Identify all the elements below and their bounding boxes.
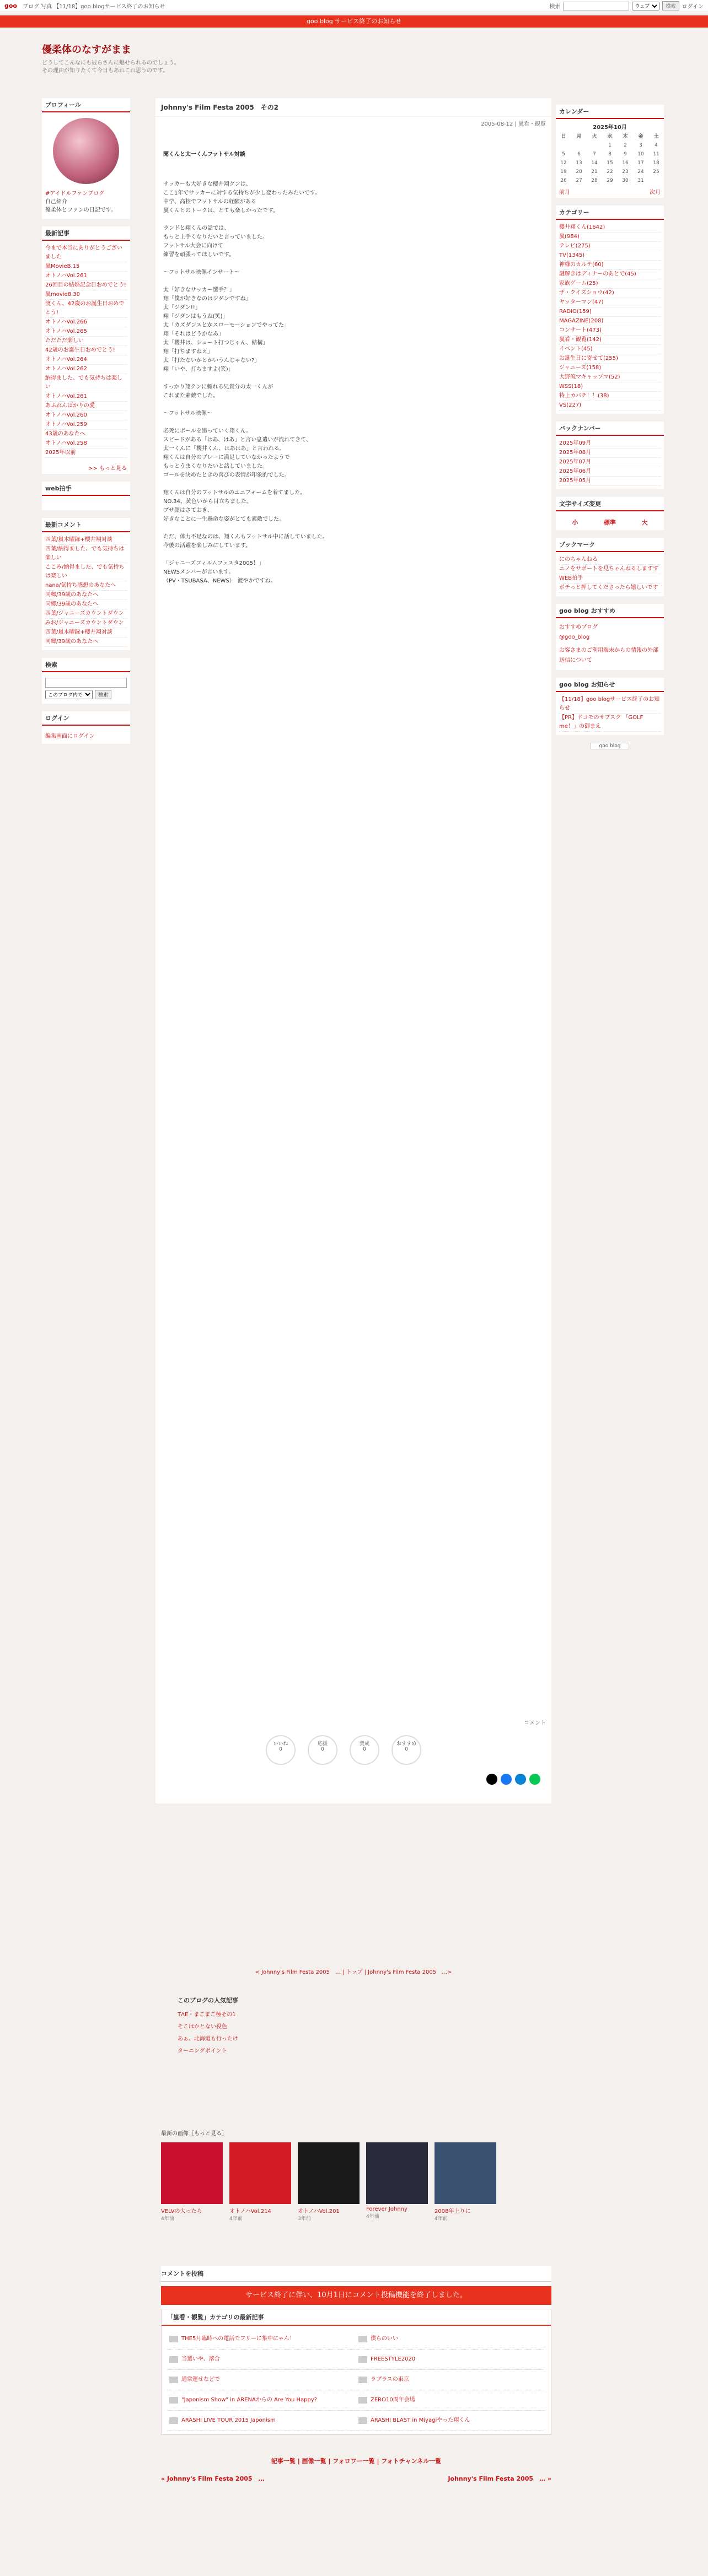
category-item[interactable]: RADIO(159) (559, 307, 661, 317)
latest-images (161, 2129, 547, 2222)
search-label: 検索 (549, 4, 561, 10)
comment-item[interactable]: 同郷/39歳のあなたへ (45, 600, 127, 609)
recent-post-item[interactable]: 納得ました、でも気持ちは楽しい (45, 374, 127, 392)
category-post-link[interactable]: ARASHI BLAST in Miyagiやった翔くん (356, 2411, 545, 2431)
web-clap-heading: web拍手 (42, 482, 130, 496)
bookmark-heading: ブックマーク (556, 538, 664, 552)
weekday-header: 土 (653, 134, 659, 139)
goo-news-box (556, 678, 664, 735)
fontsize-heading: 文字サイズ変更 (556, 497, 664, 511)
calendar-day[interactable]: 8 (608, 152, 612, 157)
reaction-count: 0 (321, 1747, 324, 1752)
next-month-link[interactable]: 次月 (650, 190, 661, 196)
calendar-day[interactable]: 9 (624, 152, 627, 157)
bookmark-item[interactable]: ポチっと押してくださったら嬉しいです (559, 584, 661, 593)
comment-item[interactable]: 四葉/納得ました、でも気持ちは楽しい (45, 545, 127, 563)
calendar-day[interactable]: 17 (637, 160, 644, 166)
category-item[interactable]: コンサート(473) (559, 326, 661, 336)
comment-list (42, 536, 130, 650)
calendar-day[interactable]: 30 (622, 178, 629, 183)
thumbnail-age: 3年前 (298, 2216, 311, 2222)
latest-heading[interactable]: 最新の画像［もっと見る］ (161, 2131, 227, 2137)
thumbnail-image[interactable] (366, 2142, 428, 2204)
backnumber-list (556, 439, 664, 489)
calendar-day[interactable] (587, 141, 602, 150)
recent-post-item[interactable]: オトノハVol.258 (45, 439, 127, 449)
search-type-select[interactable] (632, 2, 659, 10)
top-link[interactable]: トップ (346, 1969, 363, 1975)
recent-post-item[interactable]: 渡くん、42歳のお誕生日おめでとう! (45, 300, 127, 318)
bookmark-box (556, 538, 664, 596)
external-info-link[interactable]: お客さまのご利用端末からの情報の外部送信について (559, 647, 658, 663)
top-bar (0, 0, 708, 12)
backnumber-item[interactable]: 2025年05月 (559, 477, 661, 486)
bookmark-item[interactable]: ニノをサポートを見ちゃんねるしますす (559, 565, 661, 574)
calendar-day[interactable]: 3 (639, 143, 642, 148)
intro-label: 自己紹介 (45, 199, 67, 205)
recent-post-item[interactable]: 2025年以前 (45, 449, 127, 458)
category-post-link[interactable]: ラプラスの東京 (356, 2370, 545, 2390)
profile-heading: プロフィール (42, 98, 130, 112)
comment-item[interactable]: 四葉/嵐木曜録+櫻井翔対談 (45, 536, 127, 545)
recommend-link[interactable]: おすすめブログ (559, 624, 598, 630)
reaction-button[interactable] (350, 1735, 379, 1765)
footer-links[interactable]: 記事一覧 | 画像一覧 | フォロワー一覧 | フォトチャンネル一覧 (271, 2458, 442, 2465)
calendar-day[interactable]: 31 (637, 178, 644, 183)
recent-post-item[interactable]: オトノハVol.261 (45, 392, 127, 402)
hatena-share-icon[interactable] (515, 1774, 526, 1785)
category-item[interactable]: 家族ゲーム(25) (559, 279, 661, 289)
latest-image-item[interactable] (435, 2142, 496, 2222)
category-item[interactable]: VS(227) (559, 401, 661, 411)
popular-heading: このブログの人気記事 (178, 1997, 238, 2004)
latest-image-item[interactable] (298, 2142, 360, 2222)
blog-description: どうしてこんなにも彼らさんに魅せられるのでしょう。 その理由が知りたくて今日もあれこれ思うのです。 (42, 60, 180, 74)
search-heading: 検索 (42, 658, 130, 672)
category-post-link[interactable]: 当選いや、落合 (167, 2350, 356, 2370)
thumbnail-image[interactable] (435, 2142, 496, 2204)
backnumber-box (556, 422, 664, 489)
footer-next-link[interactable]: Johnny's Film Festa 2005 … » (448, 2475, 551, 2482)
backnumber-item[interactable]: 2025年08月 (559, 449, 661, 458)
reaction-label: いいね (273, 1741, 288, 1747)
top-search-input[interactable] (563, 2, 629, 10)
bookmark-list (556, 555, 664, 596)
font-small-button[interactable]: 小 (572, 519, 578, 526)
category-item[interactable]: TV(1345) (559, 251, 661, 261)
bookmark-item[interactable]: にのちゃんねる (559, 555, 661, 565)
thumbnail-caption[interactable]: オトノハVol.214 (229, 2208, 271, 2215)
category-post-link[interactable]: THE5月臨時への電話でフリーに集中にゃん！ (167, 2329, 356, 2350)
calendar-day[interactable]: 24 (637, 169, 644, 175)
recent-post-item[interactable]: あふれんばかりの愛 (45, 402, 127, 411)
goo-logo[interactable]: goo (4, 2, 17, 9)
profile-box (42, 98, 130, 219)
thumbnail-image[interactable] (229, 2142, 291, 2204)
service-end-notice[interactable]: goo blog サービス終了のお知らせ (0, 15, 708, 28)
blog-search-button[interactable]: 検索 (95, 690, 111, 699)
reaction-label: 賛成 (359, 1741, 369, 1747)
weekday-header: 木 (623, 134, 628, 139)
category-item[interactable]: ジャニーズ(158) (559, 364, 661, 373)
calendar-box (556, 105, 664, 198)
thumbnail-image[interactable] (161, 2142, 223, 2204)
search-box (42, 658, 130, 704)
share-buttons (155, 1774, 551, 1785)
article-nav: < Johnny's Film Festa 2005 … | トップ | Johnny's Film Festa 2005 …> (255, 1969, 452, 1975)
thumbnail-caption[interactable]: オトノハVol.201 (298, 2208, 340, 2215)
category-list (556, 223, 664, 414)
fontsize-box (556, 497, 664, 530)
calendar-day[interactable] (556, 141, 571, 150)
calendar-day[interactable]: 22 (607, 169, 613, 175)
category-item[interactable]: お誕生日に寄せて(255) (559, 354, 661, 364)
recent-post-item[interactable]: オトノハVol.261 (45, 272, 127, 281)
goo-news-item[interactable]: 【PR】ドコモのサブスク 「GOLF me！」の御まえ (559, 714, 661, 732)
goo-news-list (556, 695, 664, 735)
reaction-button[interactable] (308, 1735, 337, 1765)
category-latest-box (161, 2309, 551, 2435)
left-sidebar (42, 98, 130, 752)
popular-list (155, 2009, 551, 2057)
category-item[interactable]: 嵐(984) (559, 233, 661, 242)
category-item[interactable]: 嵐看・観覧(142) (559, 336, 661, 345)
weekday-header: 月 (576, 134, 582, 139)
recent-posts-box (42, 226, 130, 474)
latest-image-item[interactable] (229, 2142, 291, 2222)
facebook-share-icon[interactable] (501, 1774, 512, 1785)
thumbnail-caption[interactable]: VELVの大ったら (161, 2208, 202, 2215)
calendar-day[interactable]: 14 (591, 160, 598, 166)
prev-month-link[interactable]: 前月 (559, 190, 570, 196)
recent-post-item[interactable]: オトノハVol.259 (45, 420, 127, 430)
weekday-header: 金 (638, 134, 643, 139)
login-link[interactable]: ログイン (682, 4, 704, 10)
weekday-header: 火 (592, 134, 597, 139)
category-item[interactable]: MAGAZINE(208) (559, 317, 661, 326)
font-mid-button[interactable]: 標準 (603, 519, 616, 526)
more-link[interactable]: >> もっと見る (88, 466, 127, 472)
weekday-header: 日 (561, 134, 566, 139)
top-search-button[interactable]: 検索 (662, 1, 679, 10)
goo-blog-badge[interactable]: goo blog (591, 743, 629, 749)
main-article (155, 98, 551, 1803)
article-lead: 聞くんと太一くんフットサル対談 (163, 152, 245, 158)
calendar-day[interactable]: 5 (562, 152, 565, 157)
latest-image-item[interactable] (161, 2142, 223, 2222)
thumbnail-age: 4年前 (161, 2216, 174, 2222)
recent-post-item[interactable]: ただただ楽しい (45, 337, 127, 346)
thumbnail-image[interactable] (298, 2142, 360, 2204)
category-latest-heading: 「嵐看・観覧」カテゴリの最新記事 (162, 2309, 551, 2326)
recent-list (42, 244, 130, 461)
category-post-link[interactable]: "Japonism Show" in ARENAからの Are You Happy? (167, 2390, 356, 2411)
calendar-day[interactable]: 23 (622, 169, 629, 175)
comment-item[interactable]: nana/気持ち感想のあなたへ (45, 581, 127, 591)
login-box (42, 711, 130, 744)
x-share-icon[interactable] (486, 1774, 497, 1785)
goo-news-heading: goo blog お知らせ (556, 678, 664, 692)
blog-header (42, 42, 554, 75)
comment-item[interactable]: ここみ/納得ました、でも気持ちは楽しい (45, 563, 127, 581)
recent-post-item[interactable]: 嵐movie8.30 (45, 290, 127, 300)
comment-item[interactable]: 同郷/39歳のあなたへ (45, 591, 127, 600)
right-sidebar (556, 105, 664, 749)
calendar-day[interactable]: 20 (576, 169, 582, 175)
calendar-day[interactable]: 4 (655, 143, 658, 148)
category-post-link[interactable]: 通常運せなどで (167, 2370, 356, 2390)
reaction-button[interactable] (391, 1735, 421, 1765)
calendar-day[interactable]: 7 (593, 152, 596, 157)
calendar-day[interactable]: 26 (560, 178, 567, 183)
calendar-day[interactable]: 11 (653, 152, 659, 157)
font-big-button[interactable]: 大 (641, 519, 648, 526)
comment-post-box (161, 2266, 551, 2309)
calendar-day[interactable] (648, 176, 664, 185)
recent-post-item[interactable]: 今まで本当にありがとうございました (45, 244, 127, 262)
category-item[interactable]: ヤッターマン(47) (559, 298, 661, 307)
search-scope-select[interactable] (45, 690, 93, 699)
latest-image-item[interactable] (366, 2142, 428, 2222)
category-post-link[interactable]: FREESTYLE2020 (356, 2350, 545, 2370)
calendar-day[interactable]: 21 (591, 169, 598, 175)
popular-item[interactable]: そこはかとない役色 (178, 2024, 227, 2030)
twitter-link[interactable]: @goo_blog (559, 634, 590, 640)
calendar-day[interactable]: 1 (608, 143, 612, 148)
calendar-day[interactable]: 28 (591, 178, 598, 183)
calendar-day[interactable]: 18 (653, 160, 659, 166)
avatar (53, 118, 119, 184)
thumbnail-age: 4年前 (435, 2216, 448, 2222)
blog-title[interactable]: 優柔体のなすがまま (42, 44, 131, 56)
category-item[interactable]: WSS(18) (559, 382, 661, 392)
blog-search-input[interactable] (45, 678, 127, 688)
recent-post-item[interactable]: 嵐MovieB.15 (45, 262, 127, 272)
category-post-link[interactable]: 僕らのいい (356, 2329, 545, 2350)
comment-item[interactable]: 四葉/嵐木曜録+櫻井翔対談 (45, 628, 127, 638)
calendar-heading: カレンダー (556, 105, 664, 119)
thumbnail-caption[interactable]: Forever Johnny (366, 2206, 407, 2212)
comments-heading: 最新コメント (42, 518, 130, 532)
category-post-link[interactable]: ARASHI LIVE TOUR 2015 Japonism (167, 2411, 356, 2431)
prev-article-link[interactable]: < Johnny's Film Festa 2005 … (255, 1969, 341, 1975)
comment-label[interactable]: コメント (524, 1720, 546, 1726)
calendar-day[interactable]: 2 (624, 143, 627, 148)
intro-text: 優柔体とファンの日記です。 (45, 207, 116, 213)
reaction-count: 0 (279, 1747, 282, 1752)
edit-login-link[interactable]: 編集画面にログイン (45, 733, 95, 739)
calendar-day[interactable]: 13 (576, 160, 582, 166)
category-item[interactable]: ザ・クイズショウ(42) (559, 289, 661, 298)
reaction-count: 0 (363, 1747, 366, 1752)
weekday-header: 水 (607, 134, 613, 139)
comment-post-heading: コメントを投稿 (161, 2266, 551, 2282)
comment-item[interactable]: 四葉/ジャニーズカウントダウン (45, 609, 127, 619)
calendar-day[interactable]: 16 (622, 160, 629, 166)
calendar-day[interactable]: 15 (607, 160, 613, 166)
reaction-count: 0 (405, 1747, 408, 1752)
backnumber-item[interactable]: 2025年06月 (559, 467, 661, 477)
top-links[interactable]: ブログ 写真 【11/18】goo blogサービス終了のお知らせ (23, 4, 165, 10)
reaction-label: 応援 (317, 1741, 328, 1747)
category-item[interactable]: 特上カバチ！！(38) (559, 392, 661, 401)
comment-item[interactable]: 同郷/39歳のあなたへ (45, 638, 127, 647)
category-item[interactable]: 謎解きはディナーのあとで(45) (559, 270, 661, 279)
recent-post-item[interactable]: 43歳のあなたへ (45, 430, 127, 439)
category-heading: カテゴリー (556, 206, 664, 220)
category-latest-grid (162, 2326, 551, 2434)
recent-post-item[interactable]: オトノハVol.262 (45, 365, 127, 374)
goo-news-item[interactable]: 【11/18】goo blogサービス終了のお知らせ (559, 695, 661, 714)
goo-heading: goo blog おすすめ (556, 604, 664, 618)
popular-item[interactable]: TΛE・まごまご極その1 (178, 2012, 236, 2018)
profile-name[interactable]: #アイドルファンブログ (45, 191, 105, 197)
recent-post-item[interactable]: オトノハVol.266 (45, 318, 127, 327)
backnumber-item[interactable]: 2025年07月 (559, 458, 661, 467)
category-item[interactable]: イベント(45) (559, 345, 661, 354)
footer-prev-link[interactable]: « Johnny's Film Festa 2005 … (161, 2475, 265, 2482)
popular-item[interactable]: ターニングポイント (178, 2048, 227, 2054)
thumbnail-age: 4年前 (229, 2216, 243, 2222)
thumbnail-age: 4年前 (366, 2214, 379, 2219)
thumb-list (161, 2142, 547, 2222)
web-clap-box (42, 482, 130, 510)
category-item[interactable]: 大野流マキャップマ(52) (559, 373, 661, 382)
reaction-label: おすすめ (396, 1741, 417, 1747)
category-post-link[interactable]: ZERO10周年会場 (356, 2390, 545, 2411)
calendar-day[interactable]: 27 (576, 178, 582, 183)
reaction-buttons (155, 1726, 551, 1774)
article-date: 2005-08-12 | 嵐看・観覧 (481, 121, 546, 127)
bookmark-item[interactable]: WEB拍手 (559, 574, 661, 584)
recent-post-item[interactable]: オトノハVol.265 (45, 327, 127, 337)
recent-heading: 最新記事 (42, 226, 130, 241)
calendar-table (556, 131, 664, 185)
calendar-day[interactable]: 12 (560, 160, 567, 166)
category-box (556, 206, 664, 414)
recent-post-item[interactable]: 26回目の結婚記念日おめでとう! (45, 281, 127, 290)
calendar-day[interactable]: 29 (607, 178, 613, 183)
calendar-day[interactable]: 25 (653, 169, 659, 175)
line-share-icon[interactable] (529, 1774, 540, 1785)
popular-item[interactable]: あぁ、北海道も行ったけ (178, 2036, 238, 2042)
recent-post-item[interactable]: 42歳のお誕生日おめでとう! (45, 346, 127, 355)
login-heading: ログイン (42, 711, 130, 726)
calendar-day[interactable]: 6 (577, 152, 581, 157)
goo-recommend-box (556, 604, 664, 670)
category-item[interactable]: テレビ(275) (559, 242, 661, 251)
backnumber-heading: バックナンバー (556, 422, 664, 436)
thumbnail-caption[interactable]: 2008年上りに (435, 2208, 471, 2215)
category-item[interactable]: 神様のカルテ(60) (559, 261, 661, 270)
calendar-month: 2025年10月 (593, 125, 627, 131)
recent-post-item[interactable]: オトノハVol.260 (45, 411, 127, 420)
category-item[interactable]: 櫻井翔くん(1642) (559, 223, 661, 233)
calendar-day[interactable] (571, 141, 587, 150)
popular-posts (155, 1996, 551, 2057)
comments-box (42, 518, 130, 650)
reaction-button[interactable] (266, 1735, 296, 1765)
next-article-link[interactable]: Johnny's Film Festa 2005 …> (368, 1969, 452, 1975)
comment-closed-notice: サービス終了に伴い、10月1日にコメント投稿機能を終了しました。 (161, 2286, 551, 2305)
calendar-day[interactable]: 19 (560, 169, 567, 175)
recent-post-item[interactable]: オトノハVol.264 (45, 355, 127, 365)
backnumber-item[interactable]: 2025年09月 (559, 439, 661, 449)
calendar-day[interactable]: 10 (637, 152, 644, 157)
article-title[interactable]: Johnny's Film Festa 2005 その2 (155, 98, 551, 117)
article-body: サッカーも大好きな櫻井翔クンは、 ここ1年でサッカーに対する気持ちが少し変わったみたいです。 中学、高校でフットサルの経験がある 嵐くんとのトークは、とても楽しかったです。 ランドと翔くんの話では、 もっと上手くなりたいと言っていました。 フットサル大会に向けて 練習を頑張ってほしいです。 〜フットサル映像インサート〜 太「好きなサッカー選手？」 翔「僕が好きなのはジダンですね」 太「ジダン!!」 翔「ジダンはもうね(笑)」 太「カズダンスとかスローモーションでやってた」 翔「それはどうかなあ」 太「櫻井は、シュート打つじゃん、結構」 翔「打ちますねえ」 太「打たないかとかいうんじゃない?」 翔「いや、打ちますよ(笑)」 すっかり翔クンに頼れる兄貴分の太一くんが これまた素敵でした。 〜フットサル映像〜 必死にボールを追っていく翔くん。 スピードがある「はあ、はあ」と言い息遣いが流れてきて、 太一くんに「櫻井くん、はあはあ」と言われる。 翔くんは自分のプレーに満足していなかったようで もっとうまくなりたいと話していました。 ゴールを決めたときの喜びの表情が印象的でした。 翔くんは自分のフットサルのユニフォームを着てました。 NO.34、黄色いから目立ちました。 ブサ顔はさておき、 好きなことに一生懸命な姿がとても素敵でした。 ただ、体力不足なのは、翔くんもフットサル中に話していました。 今後の活躍を楽しみにしています。 「ジャニーズフィルムフェスタ2005！」 NEWSメンバーが言います。 （PV・TSUBASA、NEWS） 渡やかですね。 (163, 181, 328, 584)
comment-item[interactable]: みお/ジャニーズカウントダウン (45, 619, 127, 628)
